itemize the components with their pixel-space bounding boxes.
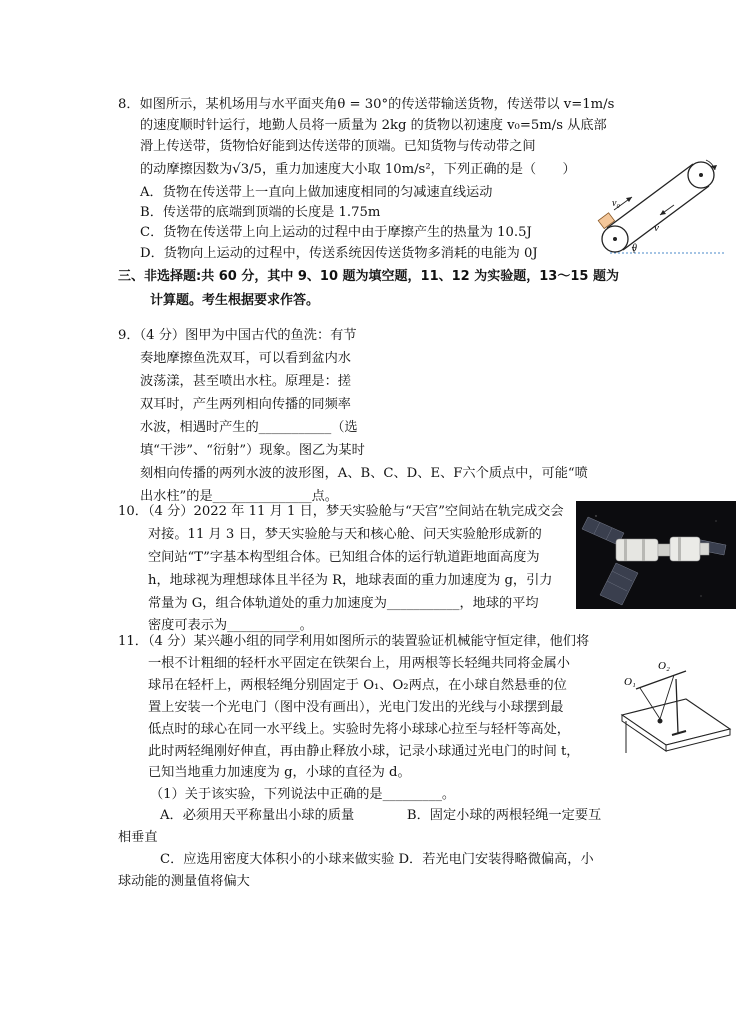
pendulum-apparatus-figure	[616, 657, 734, 753]
q8-option-b: B．传送带的底端到顶端的长度是 1.75m	[140, 205, 381, 220]
q9-line-2: 奏地摩擦鱼洗双耳，可以看到盆内水	[140, 351, 351, 366]
q9-line-8: 出水柱”的是_______________点。	[140, 489, 338, 504]
q9-line-5: 水波，相遇时产生的___________（选	[140, 420, 358, 435]
q9-line-3: 波荡漾，甚至喷出水柱。原理是：搓	[140, 374, 351, 389]
conveyor-belt-figure	[588, 150, 726, 258]
q11-sub-1: （1）关于该实验，下列说法中正确的是_________。	[150, 787, 456, 802]
bottom-pulley-axle	[613, 237, 617, 241]
q8-option-d: D．货物向上运动的过程中，传送系统因传送货物多消耗的电能为 0J	[140, 246, 538, 261]
q10-line-2: 对接。11 月 3 日，梦天实验舱与天和核心舱、问天实验舱形成新的	[148, 527, 542, 542]
table	[622, 699, 730, 753]
q11-line-6: 此时两轻绳刚好伸直，再由静止释放小球，记录小球通过光电门的时间 t，	[148, 744, 580, 759]
q11-option-b-cont: 相垂直	[118, 830, 158, 845]
q9-line-7: 刻相向传播的两列水波的波形图，A、B、C、D、E、F六个质点中，可能“喷	[140, 466, 588, 481]
q8-line-4: 的动摩擦因数为√3/5，重力加速度大小取 10m/s²，下列正确的是（ ）	[140, 162, 576, 177]
v0-label: v₀	[612, 198, 620, 209]
q11-line-3: 球吊在轻杆上，两根轻绳分别固定于 O₁、O₂两点，在小球自然悬垂的位	[148, 678, 567, 693]
q11-line-7: 已知当地重力加速度为 g，小球的直径为 d。	[148, 765, 411, 780]
q8-option-a: A．货物在传送带上一直向上做加速度相同的匀减速直线运动	[140, 185, 493, 200]
q11-option-cd: C．应选用密度大体积小的小球来做实验 D．若光电门安装得略微偏高，小	[160, 852, 594, 867]
theta-label: θ	[632, 243, 637, 254]
v-label: v	[654, 222, 659, 234]
o2-label: O₂	[658, 660, 670, 672]
q11-line-4: 置上安装一个光电门（图中没有画出），光电门发出的光线与小球摆到最	[148, 700, 564, 715]
q8-line-3: 滑上传送带，货物恰好能到达传送带的顶端。已知货物与传动带之间	[140, 139, 536, 154]
q8-line-2: 的速度顺时针运行，地勤人员将一质量为 2kg 的货物以初速度 v₀=5m/s 从底部	[140, 118, 607, 133]
q10-line-3: 空间站“T”字基本构型组合体。已知组合体的运行轨道距地面高度为	[148, 550, 540, 565]
v-arrowhead	[660, 210, 666, 215]
q11-line-2: 一根不计粗细的轻杆水平固定在铁架台上，用两根等长轻绳共同将金属小	[148, 656, 570, 671]
q11-line-5: 低点时的球心在同一水平线上。实验时先将小球球心拉至与轻杆等高处，	[148, 722, 570, 737]
q8-line-1: 8．如图所示，某机场用与水平面夹角θ = 30°的传送带输送货物，传送带以 v=1m/s	[118, 97, 615, 112]
q10-line-6: 密度可表示为___________。	[148, 618, 313, 633]
q9-line-4: 双耳时，产生两列相向传播的同频率	[140, 397, 351, 412]
q9-line-1: 9．（4 分）图甲为中国古代的鱼洗：有节	[118, 328, 357, 343]
q10-line-5: 常量为 G，组合体轨道处的重力加速度为___________，地球的平均	[148, 596, 539, 611]
v0-arrowhead	[626, 197, 632, 202]
space-station-photo	[576, 501, 736, 609]
metal-ball	[658, 719, 663, 724]
o1-label: O₁	[624, 676, 636, 688]
section-3-line-1: 三、非选择题:共 60 分，其中 9、10 题为填空题，11、12 为实验题，13～15 题为	[118, 269, 619, 284]
q11-option-ab: A．必须用天平称量出小球的质量 B．固定小球的两根轻绳一定要互	[160, 808, 602, 823]
q11-line-1: 11．（4 分）某兴趣小组的同学利用如图所示的装置验证机械能守恒定律，他们将	[118, 634, 590, 649]
section-3-line-2: 计算题。考生根据要求作答。	[150, 293, 320, 308]
q9-line-6: 填“干涉”、“衍射”）现象。图乙为某时	[140, 443, 365, 458]
q8-option-c: C．货物在传送带上向上运动的过程中由于摩擦产生的热量为 10.5J	[140, 225, 532, 240]
belt-lower	[623, 186, 709, 250]
q10-line-4: h，地球视为理想球体且半径为 R，地球表面的重力加速度为 g，引力	[148, 573, 553, 588]
q10-line-1: 10．（4 分）2022 年 11 月 1 日，梦天实验舱与“天宫”空间站在轨完成交会	[118, 504, 564, 519]
q11-option-d-cont: 球动能的测量值将偏大	[118, 874, 250, 889]
belt-upper	[607, 164, 693, 228]
top-pulley-axle	[699, 173, 703, 177]
light-rod	[636, 671, 686, 689]
